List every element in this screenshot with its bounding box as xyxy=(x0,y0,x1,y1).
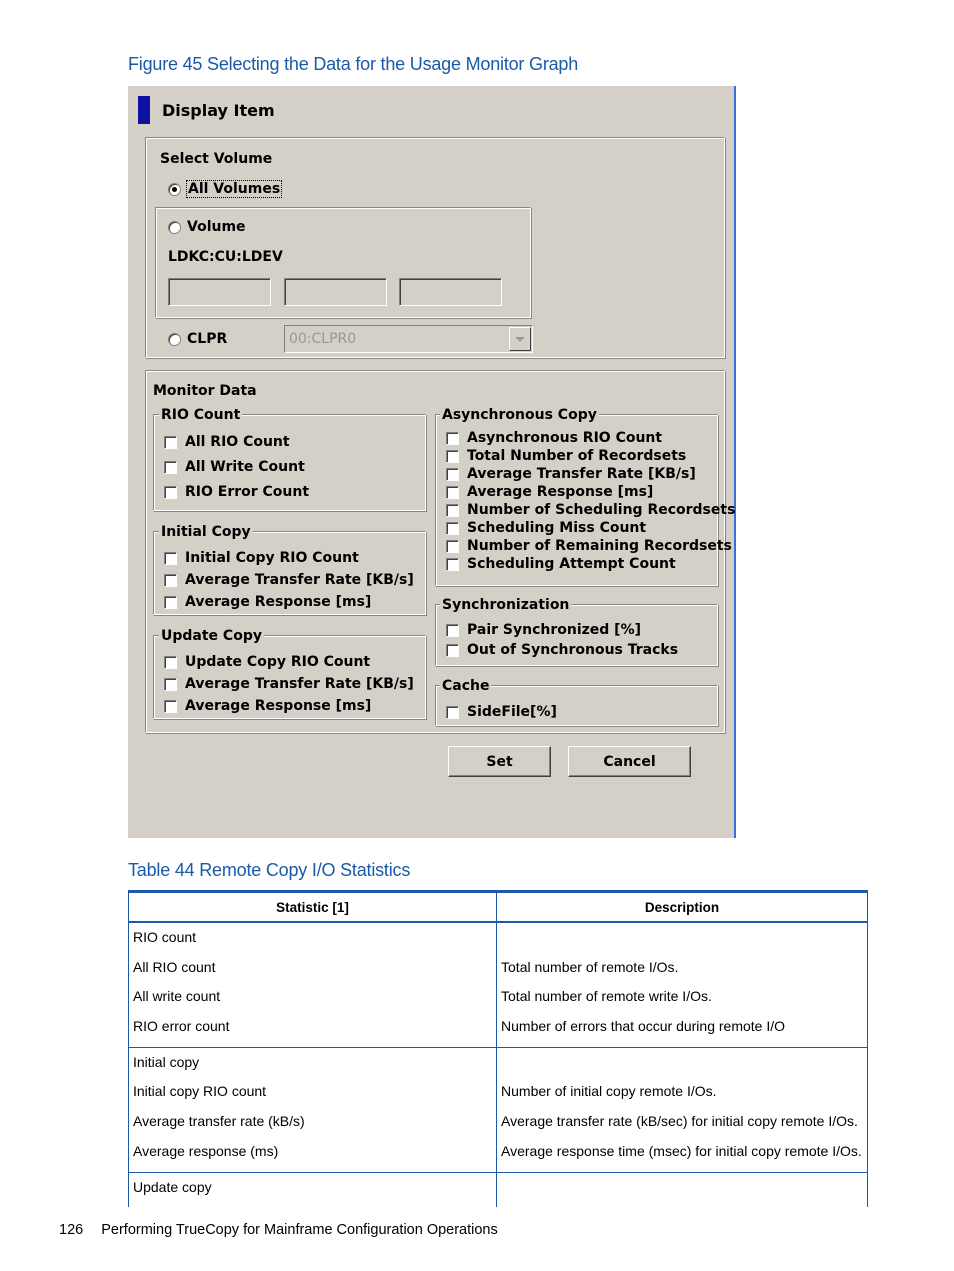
statistic-text: Initial copy xyxy=(133,1053,200,1070)
statistic-text: RIO error count xyxy=(133,1018,230,1035)
async-copy-label: Asynchronous Copy xyxy=(442,407,597,423)
description-text: Number of initial copy remote I/Os. xyxy=(501,1083,717,1100)
dropdown-button[interactable] xyxy=(509,327,531,351)
clpr-radio[interactable]: CLPR xyxy=(168,331,227,347)
rio-count-label: RIO Count xyxy=(161,407,241,423)
checkbox-icon xyxy=(446,504,459,517)
statistic-text: Average transfer rate (kB/s) xyxy=(133,1113,305,1130)
checkbox-initial-avg-transfer-rate[interactable]: Average Transfer Rate [KB/s] xyxy=(164,572,414,588)
description-text xyxy=(501,1053,863,1083)
radio-selected-icon xyxy=(168,183,181,196)
update-copy-label: Update Copy xyxy=(161,628,262,644)
checkbox-out-of-sync-tracks[interactable]: Out of Synchronous Tracks xyxy=(446,642,678,658)
checkbox-async-avg-transfer-rate[interactable]: Average Transfer Rate [KB/s] xyxy=(446,466,696,482)
footer-text: Performing TrueCopy for Mainframe Configuration Operations xyxy=(101,1222,498,1238)
table-row xyxy=(129,922,868,1047)
description-cell xyxy=(497,1047,868,1172)
initial-copy-label: Initial Copy xyxy=(161,524,251,540)
description-text: Total number of remote I/Os. xyxy=(501,958,679,975)
checkbox-icon xyxy=(164,486,177,499)
checkbox-icon xyxy=(446,486,459,499)
checkbox-icon xyxy=(164,656,177,669)
cancel-button[interactable]: Cancel xyxy=(568,746,691,777)
checkbox-update-avg-response[interactable]: Average Response [ms] xyxy=(164,698,371,714)
page-number: 126 xyxy=(59,1222,84,1238)
description-text xyxy=(501,928,863,958)
dialog-title: Display Item xyxy=(162,101,275,120)
figure-caption: Figure 45 Selecting the Data for the Usage Monitor Graph xyxy=(128,54,579,74)
table-header-row xyxy=(129,893,868,922)
checkbox-scheduling-recordsets[interactable]: Number of Scheduling Recordsets xyxy=(446,502,735,518)
radio-icon xyxy=(168,333,181,346)
checkbox-scheduling-attempt-count[interactable]: Scheduling Attempt Count xyxy=(446,556,676,572)
checkbox-icon xyxy=(446,432,459,445)
header-description: Description xyxy=(497,893,868,922)
checkbox-icon xyxy=(164,461,177,474)
description-text: Number of errors that occur during remote I/O xyxy=(501,1018,786,1035)
checkbox-async-avg-response[interactable]: Average Response [ms] xyxy=(446,484,653,500)
volume-radio[interactable]: Volume xyxy=(168,219,246,235)
ldev-field[interactable] xyxy=(399,278,502,306)
checkbox-icon xyxy=(446,644,459,657)
description-cell xyxy=(497,1172,868,1207)
checkbox-icon xyxy=(446,468,459,481)
checkbox-icon xyxy=(446,522,459,535)
select-volume-label: Select Volume xyxy=(160,151,273,167)
synchronization-label: Synchronization xyxy=(442,597,570,613)
checkbox-icon xyxy=(164,700,177,713)
statistic-text: Update copy xyxy=(133,1178,212,1195)
remote-copy-statistics-table xyxy=(128,893,868,1207)
title-marker xyxy=(138,96,150,124)
checkbox-pair-synchronized[interactable]: Pair Synchronized [%] xyxy=(446,622,641,638)
checkbox-icon xyxy=(164,596,177,609)
checkbox-icon xyxy=(164,574,177,587)
ldkc-cu-ldev-label: LDKC:CU:LDEV xyxy=(168,249,283,265)
checkbox-initial-copy-rio-count[interactable]: Initial Copy RIO Count xyxy=(164,550,359,566)
statistic-text: Initial copy RIO count xyxy=(133,1083,267,1100)
description-text: Average response time (msec) for initial copy remote I/Os. xyxy=(501,1142,862,1159)
checkbox-icon xyxy=(164,678,177,691)
checkbox-all-rio-count[interactable]: All RIO Count xyxy=(164,434,290,450)
checkbox-update-copy-rio-count[interactable]: Update Copy RIO Count xyxy=(164,654,370,670)
table-row xyxy=(129,1047,868,1172)
clpr-select[interactable]: 00:CLPR0 xyxy=(284,325,533,353)
description-text xyxy=(501,1178,863,1208)
statistic-text: RIO count xyxy=(133,929,197,945)
description-text: Total number of remote write I/Os. xyxy=(501,988,712,1005)
checkbox-icon xyxy=(164,552,177,565)
checkbox-icon xyxy=(446,558,459,571)
monitor-data-label: Monitor Data xyxy=(153,383,257,399)
page-footer xyxy=(59,1222,498,1238)
table-row xyxy=(129,1172,868,1207)
checkbox-update-avg-transfer-rate[interactable]: Average Transfer Rate [KB/s] xyxy=(164,676,414,692)
radio-icon xyxy=(168,221,181,234)
checkbox-icon xyxy=(446,450,459,463)
cache-label: Cache xyxy=(442,678,490,694)
checkbox-all-write-count[interactable]: All Write Count xyxy=(164,459,305,475)
statistic-cell xyxy=(129,922,497,1047)
table-caption: Table 44 Remote Copy I/O Statistics xyxy=(128,860,411,880)
statistic-text: All RIO count xyxy=(133,958,216,975)
statistic-cell xyxy=(129,1172,497,1207)
checkbox-initial-avg-response[interactable]: Average Response [ms] xyxy=(164,594,371,610)
ldkc-field[interactable] xyxy=(168,278,271,306)
set-button[interactable]: Set xyxy=(448,746,551,777)
description-cell xyxy=(497,922,868,1047)
statistic-text: All write count xyxy=(133,988,221,1005)
checkbox-icon xyxy=(446,624,459,637)
checkbox-icon xyxy=(164,436,177,449)
header-statistic: Statistic [1] xyxy=(129,893,497,922)
checkbox-sidefile[interactable]: SideFile[%] xyxy=(446,704,557,720)
statistic-text: Average response (ms) xyxy=(133,1142,279,1159)
checkbox-icon xyxy=(446,706,459,719)
checkbox-total-recordsets[interactable]: Total Number of Recordsets xyxy=(446,448,686,464)
display-item-dialog xyxy=(128,86,736,838)
statistic-cell xyxy=(129,1047,497,1172)
cu-field[interactable] xyxy=(284,278,387,306)
checkbox-rio-error-count[interactable]: RIO Error Count xyxy=(164,484,309,500)
checkbox-scheduling-miss-count[interactable]: Scheduling Miss Count xyxy=(446,520,646,536)
checkbox-remaining-recordsets[interactable]: Number of Remaining Recordsets xyxy=(446,538,732,554)
description-text: Average transfer rate (kB/sec) for initial copy remote I/Os. xyxy=(501,1113,858,1130)
checkbox-async-rio-count[interactable]: Asynchronous RIO Count xyxy=(446,430,662,446)
chevron-down-icon xyxy=(515,337,525,342)
checkbox-icon xyxy=(446,540,459,553)
all-volumes-radio[interactable]: All Volumes xyxy=(168,181,281,197)
